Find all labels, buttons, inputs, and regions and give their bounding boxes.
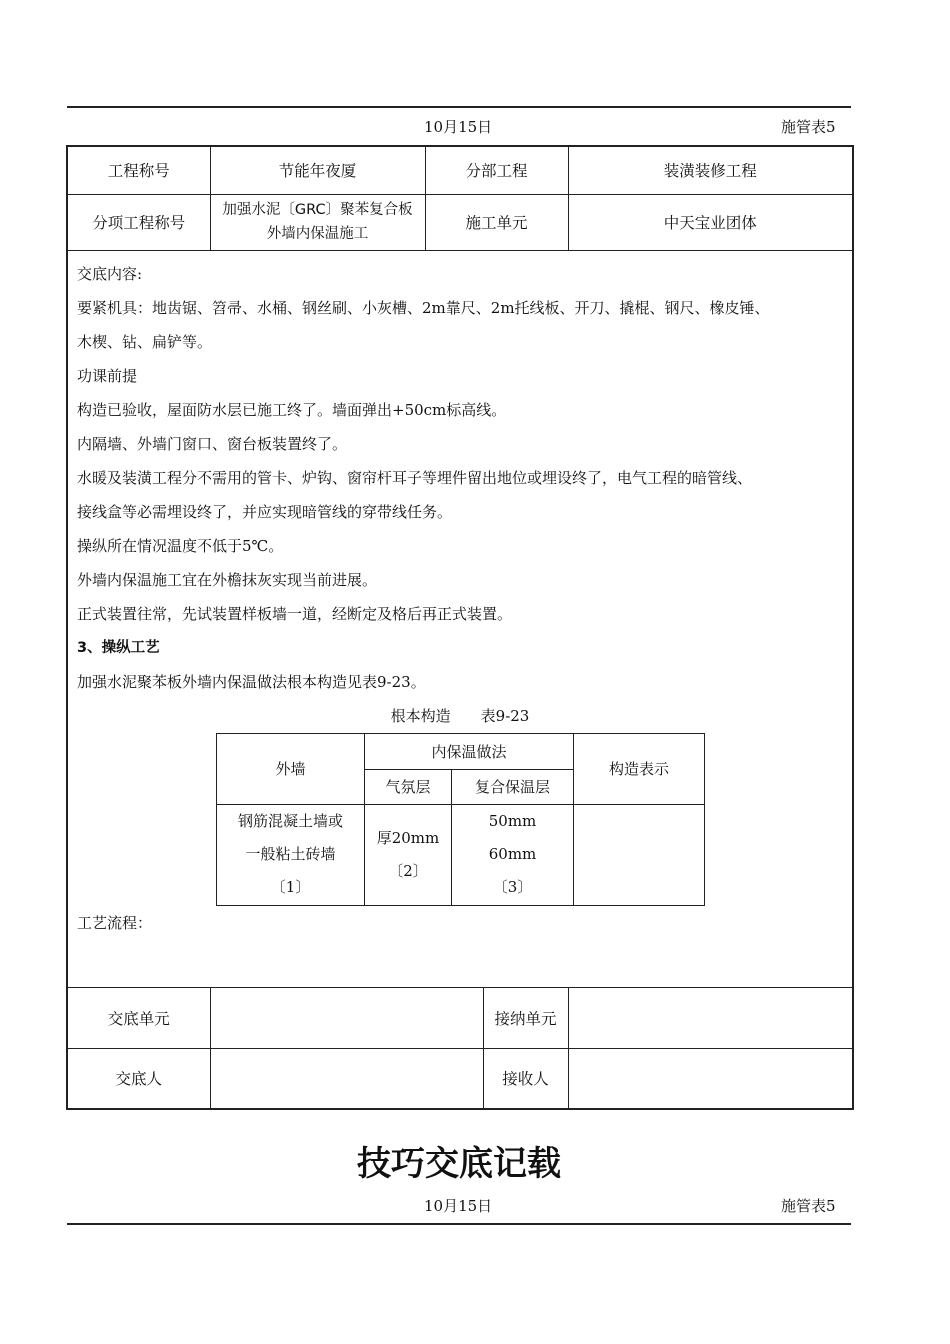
content-line: 接线盒等必需埋设终了，并应实现暗管线的穿带线任务。 [77,502,453,521]
record-date-2: 10月15日 [424,1197,493,1215]
construction-unit-label: 施工单元 [425,194,568,250]
receiver-value[interactable] [568,1048,853,1109]
content-line: 外墙内保温施工宜在外檐抹灰实现当前进展。 [77,570,378,589]
composite-line: 50mm [488,812,537,830]
air-line: 〔2〕 [388,861,428,880]
handover-content [67,250,853,987]
basic-structure-table [216,733,705,906]
content-line: 木楔、钻、扁铲等。 [77,332,213,351]
air-layer-cell [365,804,452,905]
handover-record-table [66,145,854,1110]
page-title: 技巧交底记载 [357,1144,561,1184]
handover-unit-label: 交底单元 [67,987,210,1048]
bottom-rule [67,1223,851,1225]
form-number: 施管表5 [781,118,836,136]
section-3-text: 加强水泥聚苯板外墙内保温做法根本构造见表9-23。 [77,672,426,691]
content-line: 交底内容: [77,264,143,283]
receive-unit-label: 接纳单元 [483,987,568,1048]
col-structure: 构造表示 [574,733,705,804]
subitem-label: 分项工程称号 [67,194,210,250]
wall-line: 一般粘土砖墙 [245,845,336,863]
content-line: 构造已验收，屋面防水层已施工终了。墙面弹出+50cm标高线。 [77,400,507,419]
col-insulation: 内保温做法 [365,733,574,769]
wall-type-cell [217,804,365,905]
content-line: 功课前提 [77,366,138,385]
composite-line: 60mm [488,845,537,863]
table-caption: 根本构造 表9-23 [390,706,530,725]
receiver-label: 接收人 [483,1048,568,1109]
handover-person-label: 交底人 [67,1048,210,1109]
handover-unit-value[interactable] [210,987,483,1048]
structure-diagram-cell [574,804,705,905]
process-label: 工艺流程： [77,913,153,932]
top-rule [67,106,851,108]
record-date: 10月15日 [424,118,493,136]
subitem-value: 加强水泥〔GRC〕聚苯复合板外墙内保温施工 [210,194,425,250]
division-label: 分部工程 [425,146,568,194]
project-name-label: 工程称号 [67,146,210,194]
content-line: 操纵所在情况温度不低于5℃。 [77,536,284,555]
project-name-value: 节能年夜厦 [210,146,425,194]
division-value: 装潢装修工程 [568,146,853,194]
form-number-2: 施管表5 [781,1197,836,1215]
col-air-layer: 气氛层 [365,769,452,804]
col-composite: 复合保温层 [452,769,574,804]
content-line: 水暖及装潢工程分不需用的管卡、炉钩、窗帘杆耳子等埋件留出地位或埋设终了，电气工程的暗管线、 [77,468,753,487]
receive-unit-value[interactable] [568,987,853,1048]
composite-cell [452,804,574,905]
wall-line: 〔1〕 [270,878,311,896]
air-line: 厚20mm [376,828,440,847]
content-line: 内隔墙、外墙门窗口、窗台板装置终了。 [77,434,348,453]
handover-person-value[interactable] [210,1048,483,1109]
construction-unit-value: 中天宝业团体 [568,194,853,250]
composite-line: 〔3〕 [492,878,533,896]
content-line: 正式装置往常，先试装置样板墙一道，经断定及格后再正式装置。 [77,604,513,623]
section-3-title: 3、操纵工艺 [77,639,160,656]
col-outer-wall: 外墙 [217,733,365,804]
wall-line: 钢筋混凝土墙或 [237,812,343,830]
content-line: 要紧机具：地齿锯、笤帚、水桶、钢丝刷、小灰槽、2m靠尺、2m托线板、开刀、撬棍、钢尺、橡皮锤、 [77,298,770,317]
